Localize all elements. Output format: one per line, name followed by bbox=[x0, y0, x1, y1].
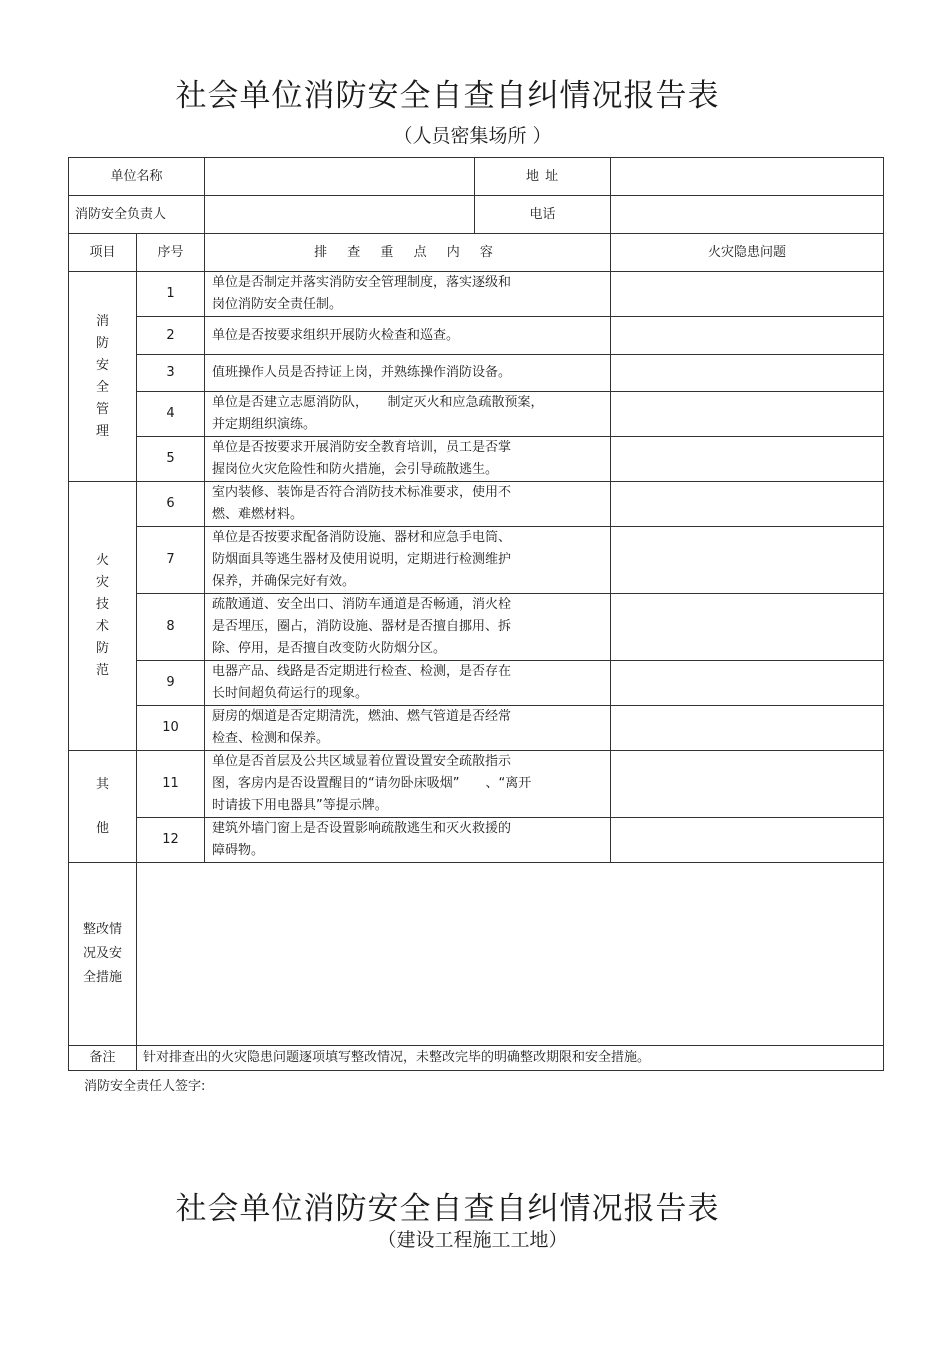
col-content-header: 排 查 重 点 内 容 bbox=[205, 234, 611, 272]
check-item: 单位是否按要求配备消防设施、器材和应急手电筒、 防烟面具等逃生器材及使用说明，定期进行检测维护 保养，并确保完好有效。 bbox=[205, 527, 611, 594]
manager-info-row bbox=[69, 196, 884, 234]
table-row bbox=[69, 751, 884, 818]
check-item: 建筑外墙门窗上是否设置影响疏散逃生和灭火救援的 障碍物。 bbox=[205, 818, 611, 863]
hazard-field[interactable] bbox=[611, 355, 884, 392]
row-number: 9 bbox=[137, 661, 205, 706]
category-technical: 火 灾 技 术 防 范 bbox=[69, 482, 137, 751]
fire-manager-label: 消防安全负责人 bbox=[69, 196, 205, 234]
hazard-field[interactable] bbox=[611, 317, 884, 355]
remarks-label: 备注 bbox=[69, 1046, 137, 1071]
table-row bbox=[69, 437, 884, 482]
row-number: 12 bbox=[137, 818, 205, 863]
row-number: 11 bbox=[137, 751, 205, 818]
check-item: 单位是否首层及公共区域显着位置设置安全疏散指示 图，客房内是否设置醒目的“请勿卧床吸烟” 、“离开 时请拔下用电器具”等提示牌。 bbox=[205, 751, 611, 818]
check-item: 单位是否按要求开展消防安全教育培训，员工是否掌 握岗位火灾危险性和防火措施，会引导疏散逃生。 bbox=[205, 437, 611, 482]
row-number: 7 bbox=[137, 527, 205, 594]
row-number: 2 bbox=[137, 317, 205, 355]
check-item: 室内装修、装饰是否符合消防技术标准要求，使用不 燃、难燃材料。 bbox=[205, 482, 611, 527]
table-row bbox=[69, 272, 884, 317]
fire-manager-field[interactable] bbox=[205, 196, 475, 234]
signature-label: 消防安全责任人签字: bbox=[84, 1079, 206, 1094]
table-row bbox=[69, 317, 884, 355]
check-item: 单位是否建立志愿消防队， 制定灭火和应急疏散预案， 并定期组织演练。 bbox=[205, 392, 611, 437]
self-inspection-table bbox=[68, 157, 884, 1071]
remarks-text: 针对排查出的火灾隐患问题逐项填写整改情况，未整改完毕的明确整改期限和安全措施。 bbox=[137, 1046, 884, 1071]
address-label: 地 址 bbox=[475, 158, 611, 196]
remarks-row bbox=[69, 1046, 884, 1071]
hazard-field[interactable] bbox=[611, 594, 884, 661]
category-other: 其 他 bbox=[69, 751, 137, 863]
hazard-field[interactable] bbox=[611, 818, 884, 863]
unit-name-field[interactable] bbox=[205, 158, 475, 196]
table-row bbox=[69, 706, 884, 751]
table-row bbox=[69, 818, 884, 863]
report-subtitle-2: （建设工程施工工地） bbox=[377, 1229, 568, 1251]
col-hazard-header: 火灾隐患问题 bbox=[611, 234, 884, 272]
report-title: 社会单位消防安全自查自纠情况报告表 bbox=[175, 78, 720, 114]
table-row bbox=[69, 661, 884, 706]
hazard-field[interactable] bbox=[611, 751, 884, 818]
hazard-field[interactable] bbox=[611, 482, 884, 527]
hazard-field[interactable] bbox=[611, 392, 884, 437]
check-item: 厨房的烟道是否定期清洗，燃油、燃气管道是否经常 检查、检测和保养。 bbox=[205, 706, 611, 751]
hazard-field[interactable] bbox=[611, 437, 884, 482]
row-number: 6 bbox=[137, 482, 205, 527]
hazard-field[interactable] bbox=[611, 272, 884, 317]
check-item: 单位是否制定并落实消防安全管理制度，落实逐级和 岗位消防安全责任制。 bbox=[205, 272, 611, 317]
table-row bbox=[69, 594, 884, 661]
hazard-field[interactable] bbox=[611, 661, 884, 706]
rectification-label: 整改情 况及安 全措施 bbox=[69, 863, 137, 1046]
check-item: 电器产品、线路是否定期进行检查、检测，是否存在 长时间超负荷运行的现象。 bbox=[205, 661, 611, 706]
table-row bbox=[69, 527, 884, 594]
table-row bbox=[69, 392, 884, 437]
row-number: 4 bbox=[137, 392, 205, 437]
col-item-header: 项目 bbox=[69, 234, 137, 272]
unit-name-label: 单位名称 bbox=[69, 158, 205, 196]
hazard-field[interactable] bbox=[611, 706, 884, 751]
category-management: 消 防 安 全 管 理 bbox=[69, 272, 137, 482]
check-item: 单位是否按要求组织开展防火检查和巡查。 bbox=[205, 317, 611, 355]
col-no-header: 序号 bbox=[137, 234, 205, 272]
row-number: 1 bbox=[137, 272, 205, 317]
column-header-row bbox=[69, 234, 884, 272]
rectification-field[interactable] bbox=[137, 863, 884, 1046]
rectification-row bbox=[69, 863, 884, 1046]
table-row bbox=[69, 355, 884, 392]
address-field[interactable] bbox=[611, 158, 884, 196]
check-item: 疏散通道、安全出口、消防车通道是否畅通，消火栓 是否埋压，圈占，消防设施、器材是否擅自挪用、拆 除、停用，是否擅自改变防火防烟分区。 bbox=[205, 594, 611, 661]
report-title-2: 社会单位消防安全自查自纠情况报告表 bbox=[175, 1191, 720, 1227]
row-number: 10 bbox=[137, 706, 205, 751]
row-number: 5 bbox=[137, 437, 205, 482]
phone-label: 电话 bbox=[475, 196, 611, 234]
check-item: 值班操作人员是否持证上岗，并熟练操作消防设备。 bbox=[205, 355, 611, 392]
report-subtitle: （人员密集场所 ） bbox=[393, 125, 552, 147]
hazard-field[interactable] bbox=[611, 527, 884, 594]
unit-info-row bbox=[69, 158, 884, 196]
phone-field[interactable] bbox=[611, 196, 884, 234]
row-number: 8 bbox=[137, 594, 205, 661]
table-row bbox=[69, 482, 884, 527]
row-number: 3 bbox=[137, 355, 205, 392]
